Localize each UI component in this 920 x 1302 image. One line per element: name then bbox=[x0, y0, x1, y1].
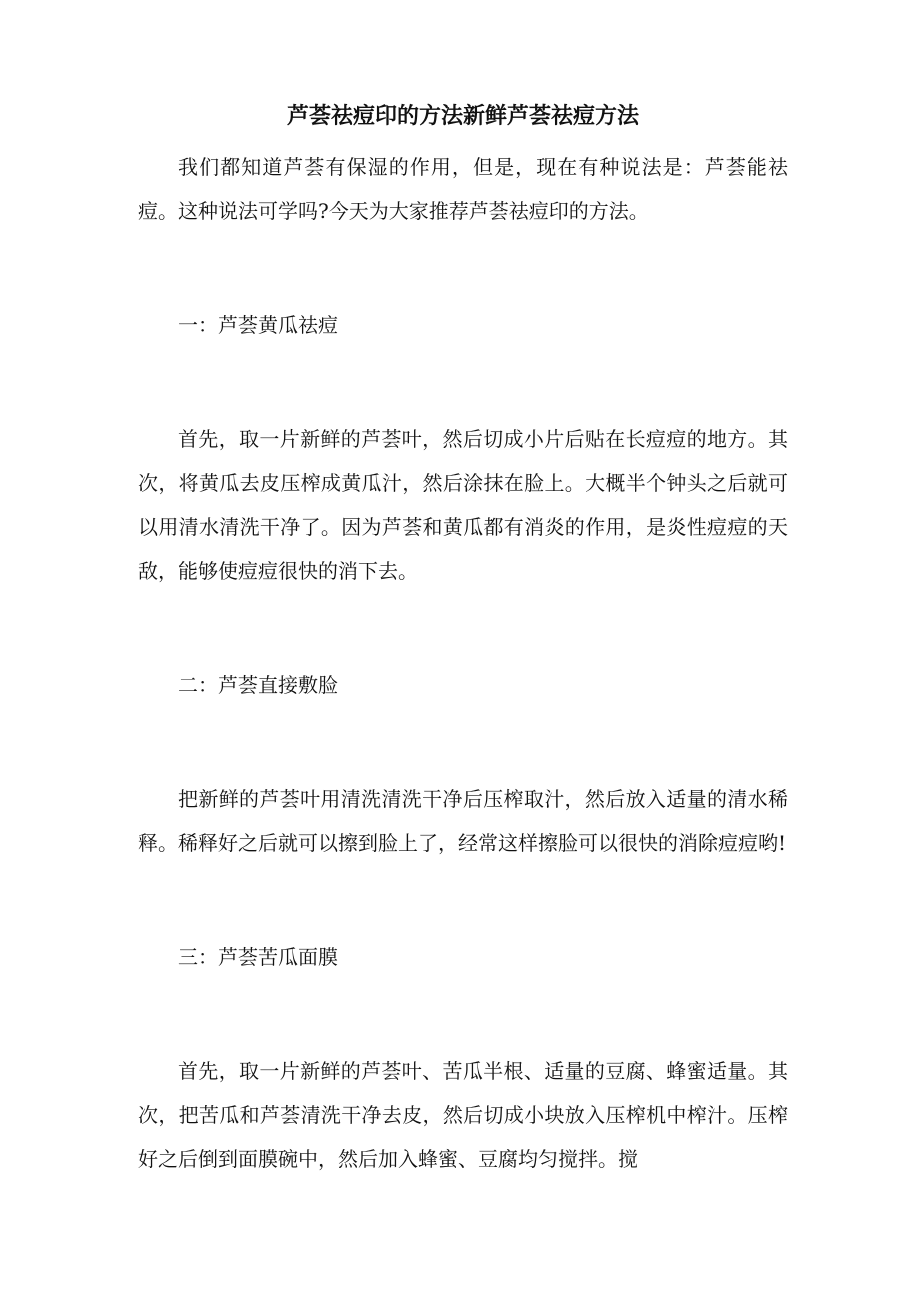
document-title: 芦荟祛痘印的方法新鲜芦荟祛痘方法 bbox=[286, 103, 639, 129]
section-body-1: 首先，取一片新鲜的芦荟叶，然后切成小片后贴在长痘痘的地方。其次，将黄瓜去皮压榨成黄瓜汁，然后涂抹在脸上。大概半个钟头之后就可以用清水清洗干净了。因为芦荟和黄瓜都有消炎的作用，是炎性痘痘的天敌，能够使痘痘很快的消下去。 bbox=[138, 427, 788, 583]
intro-paragraph: 我们都知道芦荟有保湿的作用，但是，现在有种说法是：芦荟能祛痘。这种说法可学吗?今天为大家推荐芦荟祛痘印的方法。 bbox=[138, 155, 788, 223]
spacer bbox=[138, 233, 788, 303]
spacer bbox=[138, 865, 788, 935]
section-heading-2: 二：芦荟直接敷脸 bbox=[178, 673, 338, 697]
spacer bbox=[138, 979, 788, 1049]
section-heading-3: 三：芦荟苦瓜面膜 bbox=[178, 945, 338, 969]
spacer bbox=[138, 593, 788, 663]
section-body-3: 首先，取一片新鲜的芦荟叶、苦瓜半根、适量的豆腐、蜂蜜适量。其次，把苦瓜和芦荟清洗干净去皮，然后切成小块放入压榨机中榨汁。压榨好之后倒到面膜碗中，然后加入蜂蜜、豆腐均匀搅拌。搅 bbox=[138, 1059, 788, 1171]
section-body-2: 把新鲜的芦荟叶用清洗清洗干净后压榨取汁，然后放入适量的清水稀释。稀释好之后就可以擦到脸上了，经常这样擦脸可以很快的消除痘痘哟! bbox=[138, 787, 788, 855]
section-heading-1: 一：芦荟黄瓜祛痘 bbox=[178, 313, 338, 337]
spacer bbox=[138, 347, 788, 417]
spacer bbox=[138, 707, 788, 777]
